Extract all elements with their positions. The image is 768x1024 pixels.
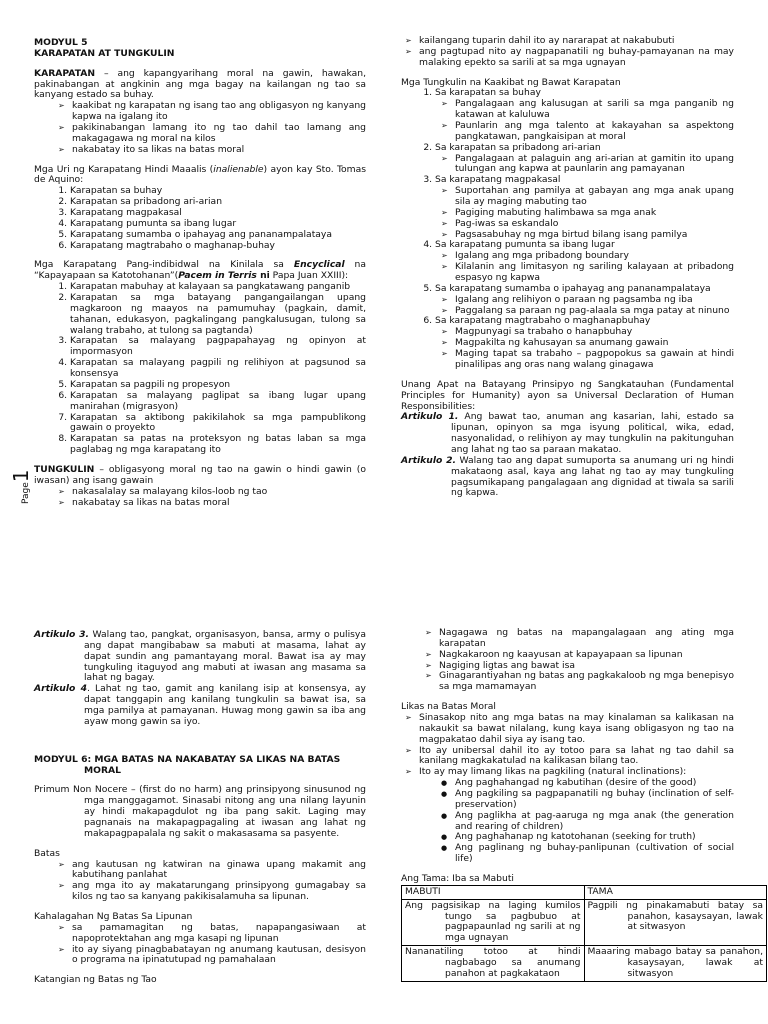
inclinations-list [401, 778, 734, 865]
list-item: 5. Sa karapatang sumamba o ipahayag ang pananampalataya ➢ Igalang ang relihiyon o paraan ng pagsamba ng iba ➢ Paggalang sa paraan ng pag-alaala sa mga patay at ninuno [435, 284, 734, 317]
tungkulin-points-continued [401, 36, 734, 69]
list-item: ➢ nakabatay ito sa likas na batas moral [72, 145, 366, 156]
list-item: ➢ ito ay siyang pinagbabatayan ng anumang kautusan, desisyon o programa na ipinatutupad ng pamahalaan [72, 945, 366, 967]
list-item: ➢ ang kautusan ng katwiran na ginawa upang makamit ang kabutihang panlahat [72, 860, 366, 882]
list-item: ● Ang paglinang ng buhay-panlipunan (cultivation of social life) [455, 843, 734, 865]
list-item: 6. Karapatan sa malayang paglipat sa ibang lugar upang manirahan (migrasyon) [70, 391, 366, 413]
artikulo-2: Artikulo 2. Walang tao ang dapat sumuporta sa anumang uri ng hindi makataong asal, kaya ang lahat ng tao ay may tungkuling pagsumikapang pangalagaan ang dignidad at tiwala sa sarili ng kapwa. [401, 454, 734, 499]
list-item: 4. Karapatang pumunta sa ibang lugar [70, 219, 366, 230]
list-item: 6. Sa karapatang magtrabaho o maghanapbuhay ➢ Magpunyagi sa trabaho o hanapbuhay ➢ Magpakilta ng kahusayan sa anumang gawain ➢ Maging tapat sa trabaho – pagpopokus sa gawain at hindi pinalilipas ang oras nang walang ginagawa [435, 316, 734, 370]
list-item: 7. Karapatan sa aktibong pakikilahok sa mga pampublikong gawain o proyekto [70, 413, 366, 435]
uri-intro: Mga Uri ng Karapatang Hindi Maaalis (inalienable) ayon kay Sto. Tomas de Aquino: [34, 163, 366, 186]
table-cell: Pagpili ng pinakamabuti batay sa panahon, kasaysayan, lawak at sitwasyon [584, 899, 767, 945]
artikulo-1: Artikulo 1. Ang bawat tao, anuman ang kasarian, lahi, estado sa lipunan, opinyon sa mga isyung political, wika, edad, nasyonalidad, o relihiyon ay may tungkulin na pakitunguhan ang lahat ng tao sa paraan makatao. [401, 411, 734, 455]
list-item: ➢ pakikinabangan lamang ito ng tao dahil tao lamang ang makagagawa ng moral na kilos [72, 123, 366, 145]
list-item: ● Ang pagkiling sa pagpapanatili ng buhay (inclination of self-preservation) [455, 789, 734, 811]
list-item: ➢ Ginagarantiyahan ng batas ang pagkakaloob ng mga benepisyo sa mga mamamayan [439, 671, 734, 693]
list-item: 8. Karapatan sa patas na proteksyon ng batas laban sa mga paglabag ng mga karapatang ito [70, 434, 366, 456]
table-cell: Ang pagsisikap na laging kumilos tungo sa pagbubuo at pagpapaunlad ng sarili at ng mga ugnayan [402, 899, 585, 945]
list-item: ➢ ang mga ito ay makatarungang prinsipyong gumagabay sa kilos ng tao sa kanyang pakikisalamuha sa lipunan. [72, 881, 366, 903]
kahalagahan-points [34, 923, 366, 966]
table-cell: Maaaring mabago batay sa panahon, kasaysayan, lawak at sitwasyon [584, 946, 767, 982]
list-item: 3. Sa karapatang magpakasal ➢ Suportahan ang pamilya at gabayan ang mga anak upang sila ay maging mabuting tao ➢ Pagiging mabuting halimbawa sa mga anak ➢ Pag-iwas sa eskandalo ➢ Pagsasabuhay ng mga birtud bilang isang pamilya [435, 175, 734, 240]
list-item: 5. Karapatan sa pagpili ng propesyon [70, 380, 366, 391]
list-item: 2. Karapatan sa mga batayang pangangailangan upang magkaroon ng maayos na pamumuhay (pagkain, damit, tahanan, edukasyon, pagkalingang pangkalusugan, tulong sa walang trabaho, at tulong sa pagtanda) [70, 293, 366, 336]
unang-apat-heading: Unang Apat na Batayang Prinsipyo ng Sangkatauhan (Fundamental Principles for Humanity) ayon sa Universal Declaration of Human Responsibilities: [401, 378, 734, 412]
page2-right-column [401, 627, 763, 982]
list-item: 2. Karapatan sa pribadong ari-arian [70, 197, 366, 208]
list-item: ➢ ang pagtupad nito ay nagpapanatili ng buhay-pamayanan na may malaking epekto sa sarili at sa mga ugnayan [419, 47, 734, 69]
list-item: ➢ Nagiging ligtas ang bawat isa [439, 661, 734, 672]
artikulo-3: Artikulo 3. Walang tao, pangkat, organisasyon, bansa, army o pulisya ang dapat mangibabaw sa mabuti at masama, lahat ay dapat sundin ang pamantayang moral. Bawat isa ay may tungkuling itaguyod ang mabuti at iwasan ang masama sa lahat ng bagay. [34, 629, 366, 684]
page1-right-column [401, 36, 734, 499]
encyclical-list [34, 282, 366, 456]
artikulo-4: Artikulo 4. Lahat ng tao, gamit ang kanilang isip at konsensya, ay dapat tanggapin ang kanilang tungkulin sa bawat isa, sa mga pamilya at pamayanan. Huwag mong gawin sa iba ang ayaw mong gawin sa iyo. [34, 683, 366, 727]
list-item: ➢ Sinasakop nito ang mga batas na may kinalaman sa kalikasan na nakaukit sa bawat nilalang, kung kaya isang obligasyon ng tao na magpakatao dahil siya ay isang tao. [419, 713, 734, 746]
tungkulin-points [34, 487, 366, 509]
list-item: ➢ sa pamamagitan ng batas, napapangasiwaan at napoprotektahan ang mga kasapi ng lipunan [72, 923, 366, 945]
mabuti-tama-table [401, 885, 767, 982]
list-item: 1. Karapatan sa buhay [70, 186, 366, 197]
list-item: ➢ Nagkakaroon ng kaayusan at kapayapaan sa lipunan [439, 650, 734, 661]
batas-benefits [401, 628, 734, 693]
table-cell: Nananatiling totoo at hindi nagbabago sa anumang panahon at pagkakataon [402, 946, 585, 982]
module-title: KARAPATAN AT TUNGKULIN [34, 47, 175, 59]
page2-left-column [34, 630, 366, 986]
table-row [402, 946, 767, 982]
list-item: ➢ kailangang tuparin dahil ito ay nararapat at nakabubuti [419, 36, 734, 47]
uri-list [34, 186, 366, 251]
table-caption: Ang Tama: Iba sa Mabuti [401, 873, 514, 885]
module-6-title: MODYUL 6: MGA BATAS NA NAKABATAY SA LIKAS NA BATAS MORAL [34, 753, 341, 776]
encyclical-intro: Mga Karapatang Pang-indibidwal na Kinilala sa Encyclical na “Kapayapaan sa Katotohanan”(Pacem in Terris ni Papa Juan XXIII): [34, 259, 367, 282]
list-item: ➢ Ito ay unibersal dahil ito ay totoo para sa lahat ng tao dahil sa kanilang magkakatulad na kalikasan bilang tao. [419, 746, 734, 768]
list-item: 6. Karapatang magtrabaho o maghanap-buhay [70, 241, 366, 252]
list-item: ➢ Nagagawa ng batas na mapangalagaan ang ating mga karapatan [439, 628, 734, 650]
list-item: 3. Karapatan sa malayang pagpapahayag ng opinyon at impormasyon [70, 336, 366, 358]
module-label: MODYUL 5 [34, 37, 88, 48]
list-item: 4. Karapatan sa malayang pagpili ng relihiyon at pagsunod sa konsensya [70, 358, 366, 380]
list-item: 5. Karapatang sumamba o ipahayag ang pananampalataya [70, 230, 366, 241]
list-item: ➢ Ito ay may limang likas na pagkiling (natural inclinations): [419, 767, 734, 778]
likas-points [401, 713, 734, 778]
page1-left-column [34, 38, 366, 508]
karapatan-definition: KARAPATAN – ang kapangyarihang moral na gawin, hawakan, pakinabangan at angkinin ang mga bagay na kailangan ng tao sa kanyang estado sa buhay. [34, 67, 366, 101]
table-row [402, 899, 767, 945]
table-header-row [402, 885, 767, 899]
column-header: MABUTI [402, 885, 585, 899]
list-item: 3. Karapatang magpakasal [70, 208, 366, 219]
tungkulin-definition: TUNGKULIN – obligasyong moral ng tao na gawin o hindi gawin (o iwasan) ang isang gawain [34, 463, 366, 486]
mga-tungkulin-heading: Mga Tungkulin na Kaakibat ng Bawat Karapatan [401, 76, 621, 88]
mga-tungkulin-list [401, 88, 734, 370]
list-item: 4. Sa karapatang pumunta sa ibang lugar ➢ Igalang ang mga pribadong boundary ➢ Kilalanin ang limitasyon ng sariling kalayaan at pribadong espasyo ng kapwa [435, 240, 734, 283]
batas-heading: Batas [34, 847, 60, 859]
batas-points [34, 860, 366, 903]
list-item: ● Ang paglikha at pag-aaruga ng mga anak (the generation and rearing of children) [455, 811, 734, 833]
list-item: ● Ang paghahangad ng kabutihan (desire of the good) [455, 778, 734, 789]
column-header: TAMA [584, 885, 767, 899]
primum-non-nocere: Primum Non Nocere – (first do no harm) ang prinsipyong sinusunod ng mga manggagamot. Sinasabi nitong ang una nilang layunin ay hindi makapagdulot ng iba pang sakit. Laging may pagnanais na makapagpagaling at iwasan ang lahat ng makapagpapalala ng sakit o makasasama sa pasyente. [34, 784, 366, 839]
list-item: ➢ nakabatay sa likas na batas moral [72, 498, 366, 509]
list-item: ● Ang paghahanap ng katotohanan (seeking for truth) [455, 832, 734, 843]
katangian-heading: Katangian ng Batas ng Tao [34, 974, 157, 986]
list-item: ➢ nakasalalay sa malayang kilos-loob ng tao [72, 487, 366, 498]
likas-heading: Likas na Batas Moral [401, 701, 496, 713]
list-item: 2. Sa karapatan sa pribadong ari-arian ➢ Pangalagaan at palaguin ang ari-arian at gamitin ito upang tulungan ang kapwa at paunlarin ang pamayanan [435, 143, 734, 176]
karapatan-points [34, 101, 366, 155]
list-item: 1. Karapatan mabuhay at kalayaan sa pangkatawang panganib [70, 282, 366, 293]
kahalagahan-heading: Kahalagahan Ng Batas Sa Lipunan [34, 911, 193, 923]
page-number-label: Page1 [9, 469, 33, 504]
list-item: 1. Sa karapatan sa buhay ➢ Pangalagaan ang kalusugan at sarili sa mga panganib ng katawan at kaluluwa ➢ Paunlarin ang mga talento at kakayahan sa aspektong pangkatawan, pangkaisipan at moral [435, 88, 734, 142]
list-item: ➢ kaakibat ng karapatan ng isang tao ang obligasyon ng kanyang kapwa na igalang ito [72, 101, 366, 123]
